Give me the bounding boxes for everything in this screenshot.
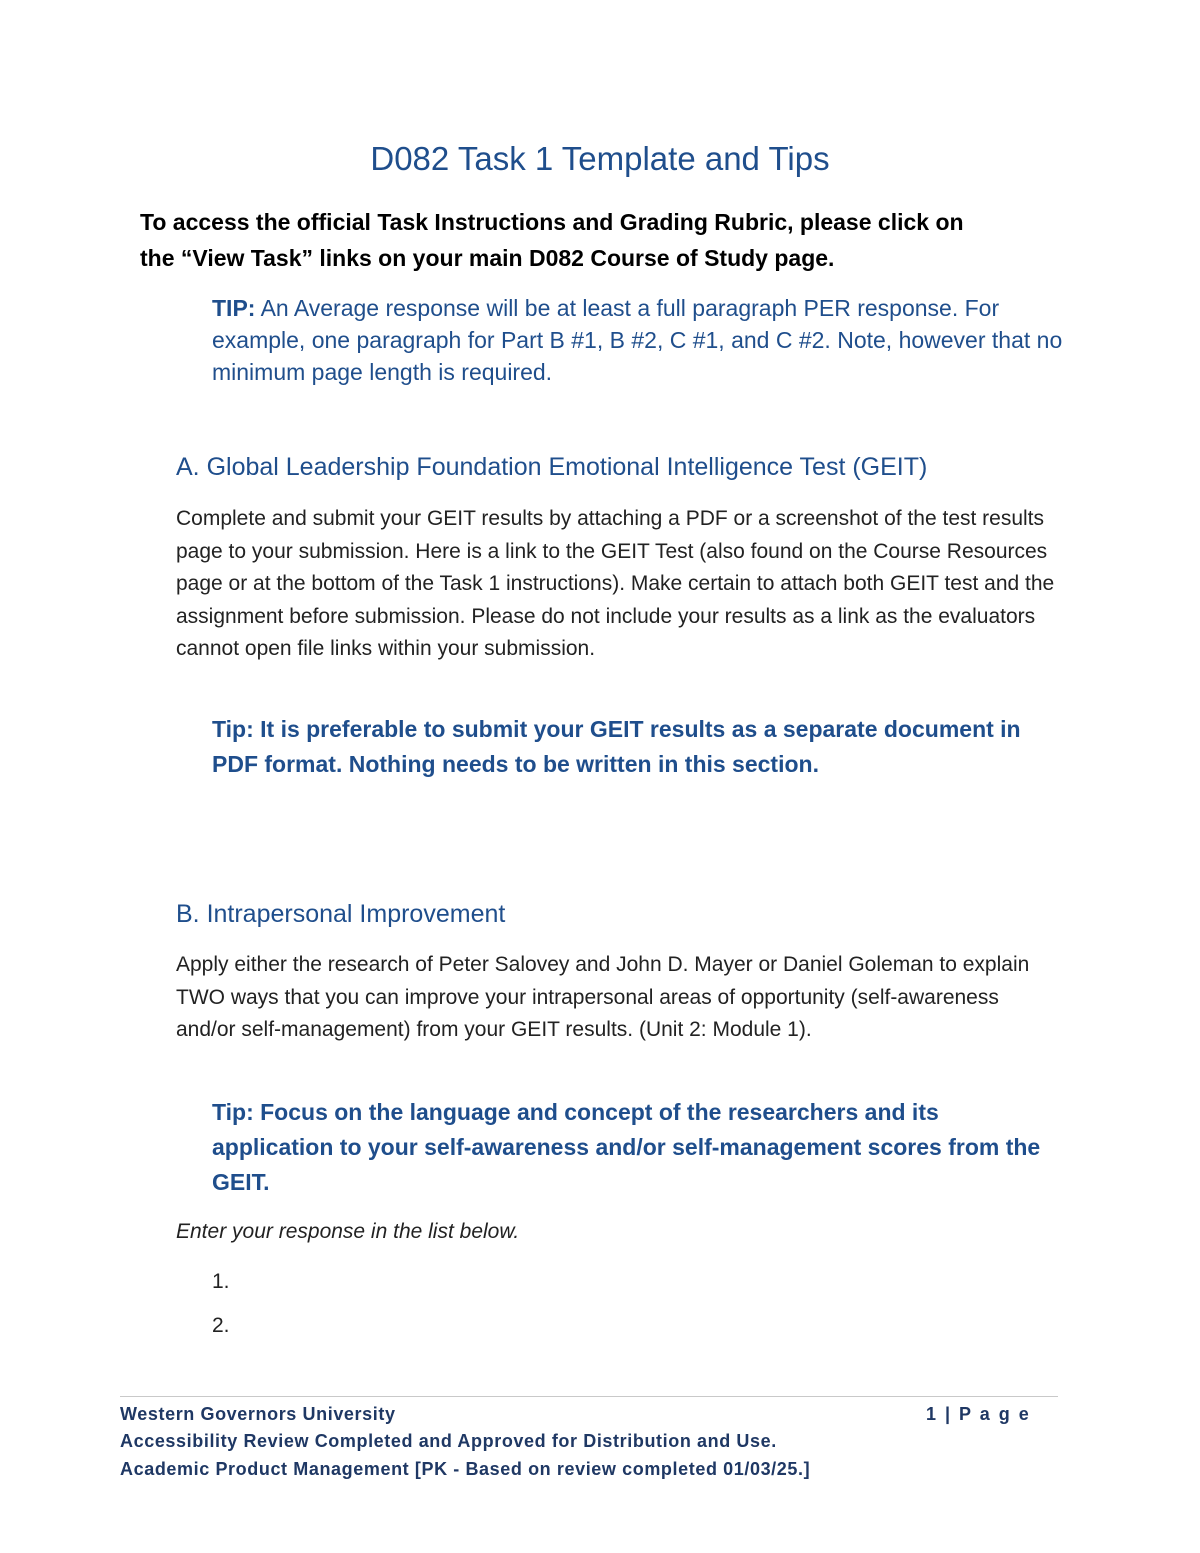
- access-note-line-1: To access the official Task Instructions and Grading Rubric, please click on: [140, 209, 964, 235]
- footer-accessibility-note: Accessibility Review Completed and Approved for Distribution and Use.: [120, 1431, 777, 1451]
- footer-page-number: 1 | P a g e: [926, 1404, 1031, 1424]
- response-list-item-1[interactable]: 1.: [212, 1270, 230, 1293]
- access-note: [140, 204, 1070, 276]
- section-b-body: Apply either the research of Peter Salovey and John D. Mayer or Daniel Goleman to explain TWO ways that you can improve your intrapersonal areas of opportunity (self-awareness and/or self-management) from your GEIT results. (Unit 2: Module 1).: [176, 953, 1030, 1041]
- footer-org: Western Governors University: [120, 1404, 396, 1424]
- section-a-tip: [212, 712, 1062, 782]
- tip-label: TIP:: [212, 295, 256, 321]
- footer-review-note: Academic Product Management [PK - Based on review completed 01/03/25.]: [120, 1459, 811, 1479]
- section-a-heading: A. Global Leadership Foundation Emotional Intelligence Test (GEIT): [176, 453, 928, 481]
- tip-average-response: [212, 292, 1072, 388]
- section-a-body: Complete and submit your GEIT results by attaching a PDF or a screenshot of the test results page to your submission. Here is a link to the GEIT Test (also found on the Course Resources page or at the bottom of the Task 1 instructions). Make certain to attach both GEIT test and the assignment before submission. Please do not include your results as a link as the evaluators cannot open file links within your submission.: [176, 507, 1055, 660]
- response-list-item-2[interactable]: 2.: [212, 1314, 230, 1337]
- section-b-heading: B. Intrapersonal Improvement: [176, 900, 506, 928]
- tip-text: Focus on the language and concept of the researchers and its application to your self-awareness and/or self-management scores from the GEIT.: [212, 1099, 1041, 1195]
- tip-text: It is preferable to submit your GEIT results as a separate document in PDF format. Nothing needs to be written in this section.: [212, 716, 1021, 777]
- tip-text: An Average response will be at least a full paragraph PER response. For example, one paragraph for Part B #1, B #2, C #1, and C #2. Note, however that no minimum page length is required.: [212, 295, 1063, 385]
- tip-label: Tip:: [212, 1099, 254, 1125]
- access-note-line-2: the “View Task” links on your main D082 Course of Study page.: [140, 245, 835, 271]
- footer-divider: [120, 1396, 1058, 1397]
- section-b-tip: [212, 1095, 1042, 1200]
- page-title: D082 Task 1 Template and Tips: [370, 140, 830, 177]
- response-instruction: Enter your response in the list below.: [176, 1220, 520, 1243]
- tip-label: Tip:: [212, 716, 254, 742]
